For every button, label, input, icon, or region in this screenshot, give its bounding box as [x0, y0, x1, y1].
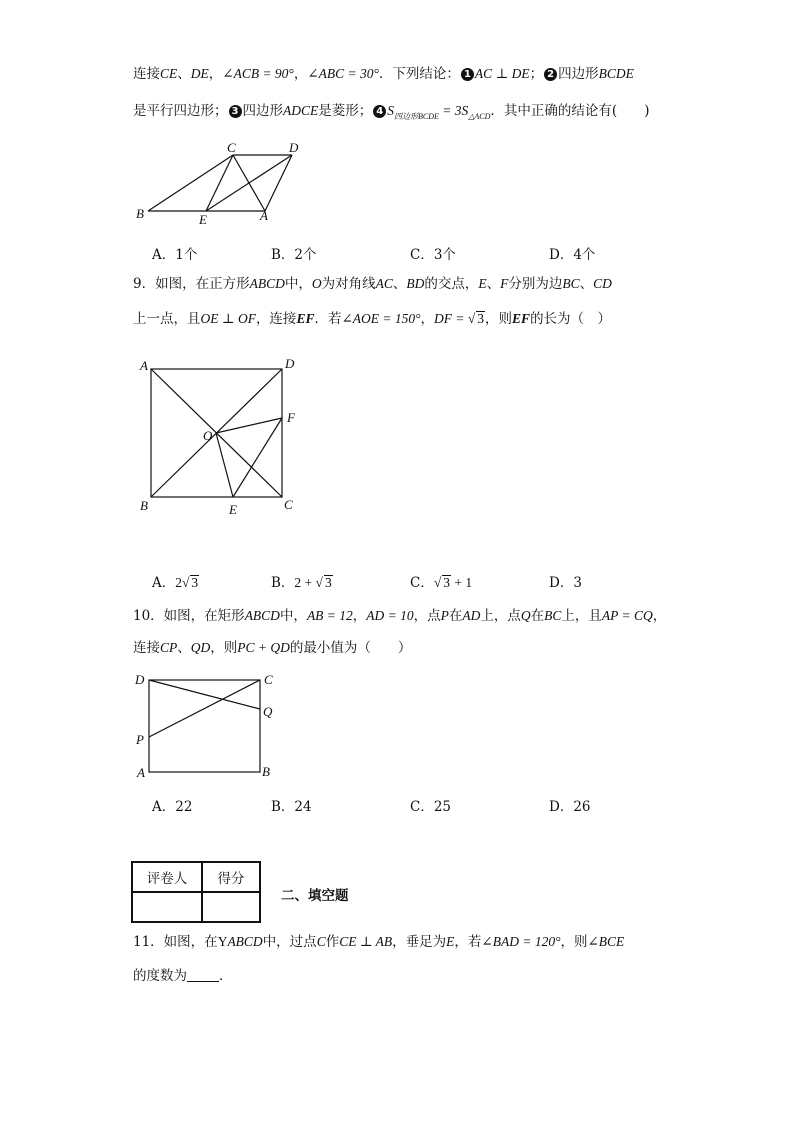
sqrt-symbol: √ [315, 575, 323, 590]
q9-label-a: A [140, 358, 148, 373]
q10-text: 中， [279, 608, 307, 624]
q9-text: ，连接 [255, 311, 297, 327]
math-p: P [440, 608, 449, 623]
sep: ； [529, 66, 544, 82]
math-e: E [446, 934, 455, 949]
sqrt-symbol: √ [182, 575, 190, 590]
q8-label-b: B [136, 206, 144, 221]
sep: ， [293, 66, 308, 82]
conclusion-2-text: 四边形 [558, 66, 599, 82]
q11-text: 中，过点 [262, 934, 317, 950]
q9-label-e: E [229, 502, 237, 517]
q10-text: 在 [448, 608, 463, 624]
q10-seg-qd [149, 680, 260, 709]
q8-option-c: C．3个 [410, 247, 456, 263]
conclusion-3-text: 四边形 [242, 103, 283, 119]
q11-line-1 [133, 932, 624, 952]
q8-option-b: B．2个 [271, 247, 317, 263]
math-ad: AD = 10 [366, 608, 414, 623]
parallelogram-symbol: Y [217, 934, 228, 949]
math-pc-plus-qd: PC + QD [237, 640, 290, 655]
q8-end: ．其中正确的结论有( ) [490, 103, 650, 119]
q10-text: 连接 [133, 640, 160, 656]
sep: 、 [177, 66, 191, 82]
q10-label-q: Q [263, 704, 273, 719]
circled-number-4: 4 [373, 105, 386, 118]
sqrt-symbol: √ [467, 311, 476, 326]
option-coef: 2 [175, 575, 182, 590]
math-ce-perp-ab: CE ⊥ AB [339, 934, 393, 949]
q10-label-c: C [264, 672, 273, 687]
q11-end: ． [219, 968, 233, 984]
math-oe-perp-of: OE ⊥ OF [200, 311, 256, 326]
q8-option-a: A．1个 [152, 247, 198, 263]
math-qd: QD [190, 640, 211, 655]
math-bc: BC [544, 608, 562, 623]
sep: 、 [486, 276, 501, 292]
section-title: 二、填空题 [281, 888, 349, 904]
reviewer-header: 评卷人 [132, 862, 202, 892]
q10-option-a: A．22 [152, 799, 193, 815]
q10-text: 在 [530, 608, 545, 624]
q9-text: ．若 [314, 311, 342, 327]
q11-text: ，若 [454, 934, 482, 950]
q11-text: ，垂足为 [392, 934, 447, 950]
math-bd: BD [406, 276, 425, 291]
math-angle-aoe: ∠AOE = 150° [341, 311, 421, 326]
q10-seg-pc [149, 680, 260, 737]
math-ce: CE [160, 66, 178, 81]
math-ad: AD [462, 608, 481, 623]
math-o: O [311, 276, 322, 291]
math-abcd: ABCD [249, 276, 285, 291]
math-q: Q [520, 608, 531, 623]
q9-label-c: C [284, 497, 293, 512]
q9-text: 9．如图，在正方形 [133, 276, 250, 292]
q9-end: 的长为（ ） [530, 311, 612, 327]
q8-label-a: A [260, 208, 268, 223]
option-suffix: + 1 [451, 575, 473, 590]
conclusion-4-sub: 四边形BCDE [394, 112, 439, 121]
q8-label-c: C [227, 140, 236, 155]
q10-text: 上，点 [480, 608, 521, 624]
q9-text: ，则 [485, 311, 513, 327]
q11-text: ，则 [560, 934, 588, 950]
q10-label-a: A [137, 765, 145, 780]
q10-label-d: D [135, 672, 145, 687]
circled-number-2: 2 [544, 68, 557, 81]
sep: 、 [392, 276, 407, 292]
q9-label-f: F [287, 410, 295, 425]
math-c: C [316, 934, 326, 949]
conclusions-prefix: 下列结论： [392, 66, 460, 82]
math-angle-bad: ∠BAD = 120° [481, 934, 561, 949]
sep: 、 [177, 640, 191, 656]
math-de: DE [190, 66, 209, 81]
math-f: F [500, 276, 509, 291]
q9-label-d: D [285, 356, 295, 371]
circled-number-1: 1 [461, 68, 474, 81]
option-radicand: 3 [443, 575, 451, 590]
math-ap-cq: AP = CQ [601, 608, 653, 623]
option-prefix: 2 + [294, 575, 316, 590]
math-abcd: ABCD [227, 934, 263, 949]
q9-option-d: D．3 [549, 575, 582, 591]
math-df: DF = [434, 311, 468, 326]
option-label: B． [271, 575, 295, 591]
q10-rectangle [149, 680, 260, 772]
sep: ， [652, 608, 667, 624]
math-cd: CD [593, 276, 612, 291]
math-e: E [478, 276, 487, 291]
q8-text: 是平行四边形； [133, 103, 228, 119]
sep: ， [420, 311, 435, 327]
q9-text: 上一点，且 [133, 311, 201, 327]
conclusion-4-sub2: △ACD [468, 112, 491, 121]
math-bc: BC [562, 276, 580, 291]
answer-blank[interactable] [187, 967, 219, 982]
reviewer-cell [132, 892, 202, 922]
q8-option-d: D．4个 [549, 247, 596, 263]
math-ef: EF [512, 311, 531, 326]
q9-text: 为对角线 [321, 276, 376, 292]
score-header: 得分 [202, 862, 260, 892]
q11-line-2 [133, 966, 233, 986]
q10-text: 上，且 [561, 608, 602, 624]
q11-text: 11．如图，在 [133, 934, 218, 950]
q10-option-d: D．26 [549, 799, 591, 815]
score-table [131, 861, 261, 923]
math-cp: CP [160, 640, 178, 655]
option-label: A． [152, 575, 176, 591]
q10-label-b: B [262, 764, 270, 779]
sep: ． [378, 66, 393, 82]
conclusion-1: AC ⊥ DE [474, 66, 530, 81]
circled-number-3: 3 [229, 105, 242, 118]
score-cell [202, 892, 260, 922]
option-label: C． [410, 575, 434, 591]
conclusion-2-math: BCDE [598, 66, 634, 81]
q8-label-d: D [289, 140, 299, 155]
option-radicand: 3 [191, 575, 199, 590]
conclusion-3-text: 是菱形； [318, 103, 373, 119]
sep: ， [208, 66, 223, 82]
math-abcd: ABCD [244, 608, 280, 623]
q10-text: ，则 [210, 640, 238, 656]
math-angle-bce: ∠BCE [587, 934, 625, 949]
math-sqrt3: 3 [477, 311, 485, 326]
q11-text: 作 [325, 934, 340, 950]
q9-label-o: O [203, 428, 213, 443]
q9-text: 分别为边 [508, 276, 563, 292]
q11-text: 的度数为 [133, 968, 187, 984]
sqrt-symbol: √ [433, 575, 442, 590]
sep: 、 [579, 276, 594, 292]
q8-label-e: E [199, 212, 207, 227]
conclusion-4-s: S [387, 103, 394, 118]
q10-text: ，点 [413, 608, 441, 624]
q9-label-b: B [140, 498, 148, 513]
option-radicand: 3 [324, 575, 332, 590]
q9-text: 的交点， [424, 276, 479, 292]
q10-end: 的最小值为（ ） [289, 640, 412, 656]
q10-option-b: B．24 [271, 799, 312, 815]
math-ef: EF [296, 311, 315, 326]
q10-option-c: C．25 [410, 799, 452, 815]
math-ab: AB = 12 [306, 608, 353, 623]
math-ac: AC [375, 276, 393, 291]
q9-text: 中， [284, 276, 312, 292]
math-angle-acb: ∠ACB = 90° [222, 66, 294, 81]
math-angle-abc: ∠ABC = 30° [307, 66, 379, 81]
q10-text: 10．如图，在矩形 [133, 608, 245, 624]
q8-text: 连接 [133, 66, 160, 82]
q10-label-p: P [136, 732, 144, 747]
conclusion-4-eq: = 3S [438, 103, 469, 118]
conclusion-3-math: ADCE [283, 103, 319, 118]
sep: ， [352, 608, 367, 624]
